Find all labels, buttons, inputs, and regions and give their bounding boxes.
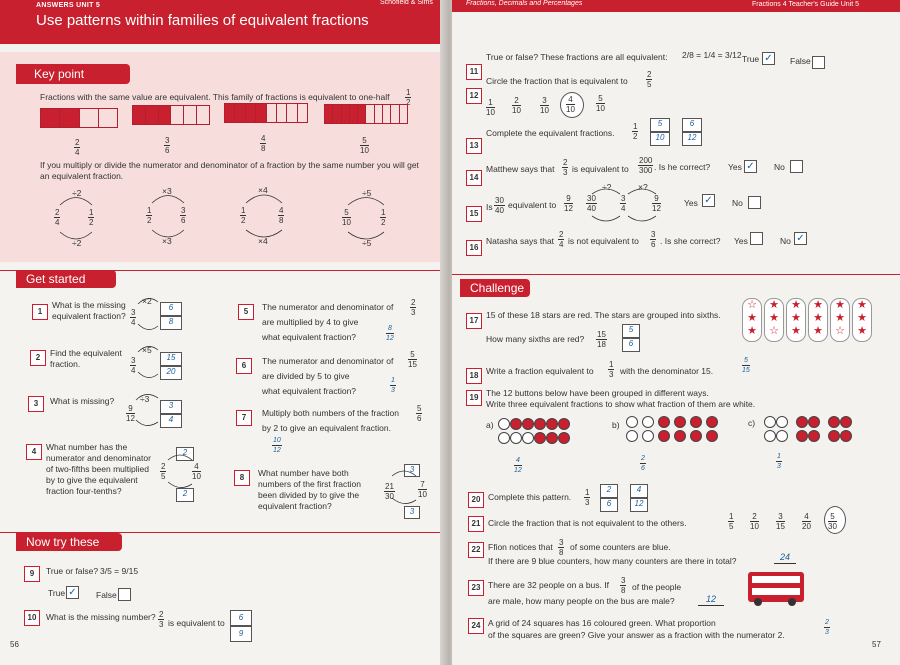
q4-fraction-a: $\frac{2}{5}$: [161, 462, 166, 481]
q15-mid-fraction: $\frac{3}{4}$: [621, 194, 626, 213]
q18-text: Write a fraction equivalent to: [486, 366, 594, 376]
question-number-11: 11: [466, 64, 482, 80]
q2-op: ×5: [142, 345, 152, 355]
q4-answer-top[interactable]: 2: [176, 447, 194, 461]
q8-text: What number have both numbers of the first fraction been divided by to give the equivalent fraction?: [258, 468, 361, 511]
q16-text2: is not equivalent to: [568, 236, 639, 246]
q13-fraction: $\frac{1}{2}$: [633, 122, 638, 141]
q2-answer-den[interactable]: 20: [160, 366, 182, 380]
header-right: Fractions 4 Teacher's Guide Unit 5: [752, 1, 860, 8]
q8-answer-top[interactable]: 3: [404, 464, 420, 477]
q11-equation: 2/8 = 1/4 = 3/12: [682, 50, 742, 60]
q13-text: Complete the equivalent fractions.: [486, 128, 615, 138]
q7-fraction: $\frac{5}{6}$: [417, 404, 422, 423]
question-number-4: 4: [26, 444, 42, 460]
q18-text2: with the denominator 15.: [620, 366, 714, 376]
left-page: ANSWERS UNIT 5 Schofield & Sims Use patterns within families of equivalent fractions Key point Fractions with the same value are equivalent. This family of fractions is equivalent to one-half $\frac{1}{2}$ $\frac{2}{4}$ $\frac{3}{6}$ $\frac{4}{8}$ $\frac{5}{10}$ If you multiply or divide the numerator and denominator of a fraction by the same number you will get an equivalent fraction. ÷2 $\frac{2}{4}$ $\frac{1}{2}$ ÷2 ×3 $\frac{1}{2}$ $\frac{3}{6}$ ×3 ×4 $\frac{1}{2}$ $\frac{4}{8}$ ×4 ÷5 $\frac{5}{10}$ $\frac{1}{2}$ ÷5 Get started 1 What is the missing equivalent fraction? ×2 $\frac{3}{4}$ 6 8 2 Find the equivalent fraction. ×5 $\frac{3}{4}$ 15 20 3 What is missing? ÷3 $\frac{9}{12}$ 3 4 4 What number has the numerator and denominator of two-fifths been multiplied by to give the equivalent fraction four-tenths? 2 $\frac{2}{5}$ $\frac{4}{10}$ 2 5 The numerator and denominator of $\frac{2}{3}$ are multiplied by 4 to give what equivalent fraction? $\frac{8}{12}$ 6 The numerator and denominator of $\frac{5}{15}$ are divided by 5 to give what equivalent fraction? $\frac{1}{3}$ 7 Multiply both numbers of the fraction $\frac{5}{6}$ by 2 to give an equivalent fraction. $\frac{10}{12}$ 8 What number have both numbers of the first fraction been divided by to give the equivalent fraction? 3 $\frac{21}{30}$ $\frac{7}{10}$ 3 Now try these 9 True or false? 3/5 = 9/15 True ✓ False 10 What is the missing number? $\frac{2}{3}$ is equivalent to 6 9 56: [0, 0, 446, 665]
q15-text: Is: [486, 202, 493, 212]
question-number-5: 5: [238, 304, 254, 320]
question-number-2: 2: [30, 350, 46, 366]
q5-answer[interactable]: $\frac{8}{12}$: [386, 325, 394, 342]
q11-false-checkbox[interactable]: [812, 56, 825, 69]
q5-text1: The numerator and denominator of: [262, 302, 394, 312]
q18-fraction: $\frac{1}{3}$: [609, 360, 614, 379]
q14-no-label: No: [774, 162, 785, 172]
q7-text1: Multiply both numbers of the fraction: [262, 408, 400, 418]
q19-answer-b[interactable]: $\frac{2}{6}$: [641, 455, 645, 472]
q23-text2: of the people: [632, 582, 682, 592]
question-number-16: 16: [466, 240, 482, 256]
q9-true-label: True: [48, 588, 66, 598]
q17-fraction: $\frac{15}{18}$: [597, 330, 606, 349]
q2-answer-num[interactable]: 15: [160, 352, 182, 366]
right-page: [452, 0, 900, 665]
q24-text2: of the squares are green? Give your answer as a fraction with the numerator 2.: [488, 630, 785, 640]
fraction-4-8: $\frac{4}{8}$: [261, 134, 266, 153]
q22-text3: If there are 9 blue counters, how many counters are there in total?: [488, 556, 737, 566]
question-number-9: 9: [24, 566, 40, 582]
q10-text2: is equivalent to: [168, 618, 225, 628]
q14-text: Matthew says that: [486, 164, 555, 174]
q22-text2: of some counters are blue.: [570, 542, 671, 552]
q13-answer2-num[interactable]: 6: [682, 118, 702, 132]
q9-text: True or false?: [46, 566, 99, 576]
q12-option-5[interactable]: $\frac{5}{10}$: [596, 94, 605, 113]
publisher: Schofield & Sims: [380, 0, 433, 6]
q8-fraction-a: $\frac{21}{30}$: [385, 482, 394, 501]
q16-text: Natasha says that: [486, 236, 555, 246]
question-number-23: 23: [468, 580, 484, 596]
question-number-7: 7: [236, 410, 252, 426]
q16-fraction-b: $\frac{3}{6}$: [651, 230, 656, 249]
q21-option-4[interactable]: $\frac{4}{20}$: [802, 512, 811, 531]
q15-op-right: ×?: [638, 182, 648, 192]
q6-answer[interactable]: $\frac{1}{3}$: [391, 377, 395, 394]
page-title: Use patterns within families of equivalent fractions: [36, 12, 369, 29]
q8-fraction-b: $\frac{7}{10}$: [418, 480, 427, 499]
q14-text3: . Is he correct?: [654, 162, 711, 172]
q13-answer1-num[interactable]: 5: [650, 118, 670, 132]
q19-label-c: c): [748, 418, 756, 428]
star-group-3: ★ ★ ★: [786, 298, 806, 342]
q9-false-checkbox[interactable]: [118, 588, 131, 601]
q15-arrows: [452, 170, 900, 230]
question-number-14: 14: [466, 170, 482, 186]
q4-answer-bottom[interactable]: 2: [176, 488, 194, 502]
q15-fraction-a2: $\frac{30}{40}$: [587, 194, 596, 213]
q2-fraction: $\frac{3}{4}$: [131, 356, 136, 375]
q22-answer[interactable]: 24: [774, 552, 796, 564]
q8-answer-bottom[interactable]: 3: [404, 506, 420, 519]
q16-no-label: No: [780, 236, 791, 246]
star-group-5: ★ ★ ☆: [830, 298, 850, 342]
question-number-1: 1: [32, 304, 48, 320]
q21-option-5[interactable]: $\frac{5}{30}$: [828, 512, 837, 531]
q6-text1: The numerator and denominator of: [262, 356, 394, 366]
divider: [452, 274, 900, 275]
q2-text: Find the equivalent fraction.: [50, 348, 122, 369]
q12-text: Circle the fraction that is equivalent to: [486, 76, 628, 86]
q12-option-3[interactable]: $\frac{3}{10}$: [540, 96, 549, 115]
q3-op: ÷3: [140, 394, 150, 404]
q10-fraction: $\frac{2}{3}$: [159, 610, 164, 629]
page-number-right: 57: [872, 640, 881, 649]
q3-answer-den[interactable]: 4: [160, 414, 182, 428]
q10-answer-num[interactable]: 6: [230, 610, 252, 626]
q1-answer-den[interactable]: 8: [160, 316, 182, 330]
q5-text2: are multiplied by 4 to give: [262, 317, 359, 327]
question-number-24: 24: [468, 618, 484, 634]
now-try-label: Now try these: [16, 533, 122, 551]
q9-equation: 3/5 = 9/15: [100, 566, 139, 576]
fraction-2-4: $\frac{2}{4}$: [75, 138, 80, 157]
q5-fraction: $\frac{2}{3}$: [411, 298, 416, 317]
q20-answer1-den[interactable]: 6: [600, 498, 618, 512]
q13-answer2-den[interactable]: 12: [682, 132, 702, 146]
q22-text: Ffion notices that: [488, 542, 553, 552]
q23-answer[interactable]: 12: [698, 594, 724, 606]
star-group-2: ★ ★ ☆: [764, 298, 784, 342]
q16-yes-label: Yes: [734, 236, 748, 246]
q21-option-2[interactable]: $\frac{2}{10}$: [750, 512, 759, 531]
q15-fraction-a: $\frac{30}{40}$: [495, 196, 504, 215]
q21-option-1[interactable]: $\frac{1}{5}$: [729, 512, 734, 531]
question-number-8: 8: [234, 470, 250, 486]
question-number-17: 17: [466, 313, 482, 329]
page-number-left: 56: [10, 640, 19, 649]
q3-text: What is missing?: [50, 396, 115, 406]
q3-fraction: $\frac{9}{12}$: [126, 404, 135, 423]
q14-yes-label: Yes: [728, 162, 742, 172]
question-number-13: 13: [466, 138, 482, 154]
q17-answer-den[interactable]: 6: [622, 338, 640, 352]
header-left: Fractions, Decimals and Percentages: [466, 0, 583, 7]
q14-fraction-a: $\frac{2}{3}$: [563, 158, 568, 177]
q16-no-checkbox[interactable]: ✓: [794, 232, 807, 245]
q17-text: 15 of these 18 stars are red. The stars are grouped into sixths.: [486, 310, 721, 320]
q15-fraction-b2: $\frac{9}{12}$: [652, 194, 661, 213]
q22-fraction: $\frac{3}{8}$: [559, 538, 564, 557]
q23-fraction: $\frac{3}{8}$: [621, 576, 626, 595]
keypoint-rule: If you multiply or divide the numerator and denominator of a fraction by the same number you will get an equivalent fraction.: [40, 160, 419, 181]
question-number-3: 3: [28, 396, 44, 412]
q19-text: The 12 buttons below have been grouped in different ways.: [486, 388, 709, 398]
q12-option-2[interactable]: $\frac{2}{10}$: [512, 96, 521, 115]
q15-op-top: ÷?: [602, 182, 612, 192]
q20-text: Complete this pattern.: [488, 492, 572, 502]
q14-fraction-b: $\frac{200}{300}$: [639, 156, 653, 175]
q13-answer1-den[interactable]: 10: [650, 132, 670, 146]
get-started-label: Get started: [16, 270, 116, 288]
question-number-19: 19: [466, 390, 482, 406]
q1-text: What is the missing equivalent fraction?: [52, 300, 126, 321]
q9-false-label: False: [96, 590, 117, 600]
q15-yes-checkbox[interactable]: ✓: [702, 194, 715, 207]
q15-no-label: No: [732, 198, 743, 208]
question-number-22: 22: [468, 542, 484, 558]
q3-answer-num[interactable]: 3: [160, 400, 182, 414]
q15-text2: equivalent to: [508, 200, 557, 210]
q20-answer1-num[interactable]: 2: [600, 484, 618, 498]
keypoint-text: Fractions with the same value are equivalent. This family of fractions is equivalent to one-half: [40, 92, 390, 102]
q10-text: What is the missing number?: [46, 612, 156, 622]
q14-yes-checkbox[interactable]: ✓: [744, 160, 757, 173]
q9-true-checkbox[interactable]: ✓: [66, 586, 79, 599]
op-arrows: [0, 0, 446, 265]
q16-fraction-a: $\frac{2}{4}$: [559, 230, 564, 249]
half-fraction: $\frac{1}{2}$: [406, 88, 411, 107]
fraction-3-6: $\frac{3}{6}$: [165, 136, 170, 155]
q4-text: What number has the numerator and denominator of two-fifths been multiplied by to give the equivalent fraction four-tenths?: [46, 442, 151, 496]
q23-text: There are 32 people on a bus. If: [488, 580, 609, 590]
q19-answer-a[interactable]: $\frac{4}{12}$: [514, 457, 522, 474]
question-number-10: 10: [24, 610, 40, 626]
star-group-1: ☆ ★ ★: [742, 298, 762, 342]
q1-answer-num[interactable]: 6: [160, 302, 182, 316]
q24-answer[interactable]: $\frac{2}{3}$: [825, 619, 829, 636]
q12-option-1[interactable]: $\frac{1}{10}$: [486, 98, 495, 117]
q10-answer-den[interactable]: 9: [230, 626, 252, 642]
q19-label-b: b): [612, 420, 620, 430]
q7-answer[interactable]: $\frac{10}{12}$: [273, 437, 281, 454]
q19-text2: Write three equivalent fractions to show what fraction of them are white.: [486, 399, 756, 409]
q11-text: True or false? These fractions are all equivalent:: [486, 52, 668, 62]
q15-yes-label: Yes: [684, 198, 698, 208]
q5-text3: what equivalent fraction?: [262, 332, 357, 342]
q12-option-4[interactable]: $\frac{4}{10}$: [566, 95, 575, 114]
q1-op: ×2: [142, 296, 152, 306]
q-arrows: [0, 280, 446, 530]
fraction-5-10: $\frac{5}{10}$: [360, 136, 369, 155]
question-number-21: 21: [468, 516, 484, 532]
q4-fraction-b: $\frac{4}{10}$: [192, 462, 201, 481]
q19-answer-c[interactable]: $\frac{1}{3}$: [777, 453, 781, 470]
q23-text3: are male, how many people on the bus are male?: [488, 596, 675, 606]
q21-text: Circle the fraction that is not equivalent to the others.: [488, 518, 687, 528]
q16-yes-checkbox[interactable]: [750, 232, 763, 245]
star-group-6: ★ ★ ★: [852, 298, 872, 342]
challenge-label: Challenge: [460, 279, 530, 297]
question-number-6: 6: [236, 358, 252, 374]
question-number-12: 12: [466, 88, 482, 104]
keypoint-label: Key point: [16, 64, 130, 84]
bus-image: [748, 572, 804, 602]
q19-label-a: a): [486, 420, 494, 430]
q15-fraction-b: $\frac{9}{12}$: [564, 194, 573, 213]
q16-text3: . Is she correct?: [660, 236, 721, 246]
q14-text2: is equivalent to: [572, 164, 629, 174]
q6-fraction: $\frac{5}{15}$: [408, 350, 417, 369]
q20-fraction: $\frac{1}{3}$: [585, 488, 590, 507]
q11-false-label: False: [790, 56, 811, 66]
q12-fraction: $\frac{2}{5}$: [647, 70, 652, 89]
q6-text2: are divided by 5 to give: [262, 371, 350, 381]
q11-true-checkbox[interactable]: ✓: [762, 52, 775, 65]
q21-option-3[interactable]: $\frac{3}{15}$: [776, 512, 785, 531]
q20-answer2-den[interactable]: 12: [630, 498, 648, 512]
q20-answer2-num[interactable]: 4: [630, 484, 648, 498]
q11-true-label: True: [742, 54, 760, 64]
q6-text3: what equivalent fraction?: [262, 386, 357, 396]
star-group-4: ★ ★ ★: [808, 298, 828, 342]
question-number-15: 15: [466, 206, 482, 222]
q7-text2: by 2 to give an equivalent fraction.: [262, 423, 391, 433]
q1-fraction: $\frac{3}{4}$: [131, 308, 136, 327]
q24-text: A grid of 24 squares has 16 coloured green. What proportion: [488, 618, 716, 628]
q17-text2: How many sixths are red?: [486, 334, 585, 344]
q17-answer-num[interactable]: 5: [622, 324, 640, 338]
question-number-18: 18: [466, 368, 482, 384]
q18-answer[interactable]: $\frac{5}{15}$: [742, 357, 750, 374]
unit-header: ANSWERS UNIT 5: [36, 2, 101, 9]
question-number-20: 20: [468, 492, 484, 508]
